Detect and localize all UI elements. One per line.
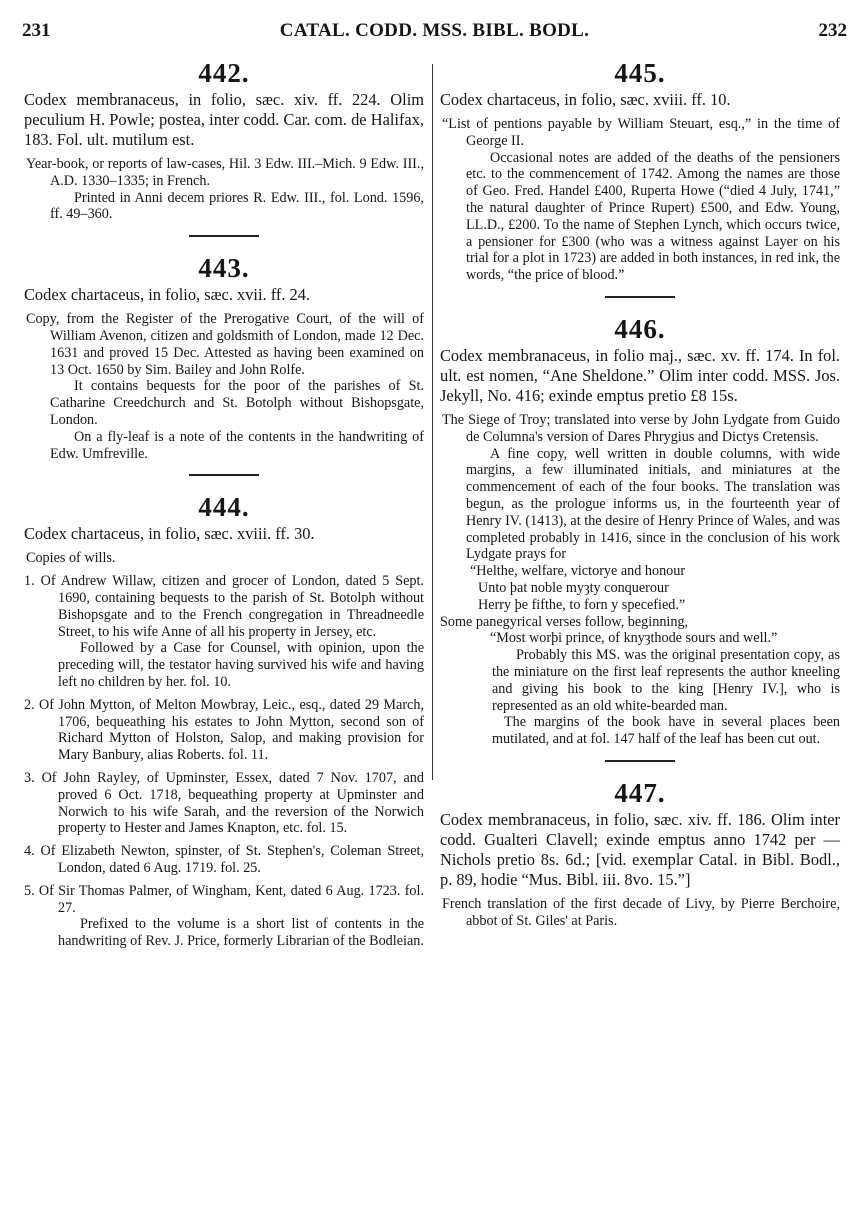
entry-445 xyxy=(440,58,840,284)
entry-body xyxy=(24,311,424,462)
list-item: 1. Of Andrew Willaw, citizen and grocer of London, dated 5 Sept. 1690, containing bequests to the parish of St. Botolph without Bishopsgate and to the French congregation in Threadneedle Street, to his wife Anne of all his property in Jersey, etc. xyxy=(24,573,424,640)
entry-446 xyxy=(440,314,840,748)
entry-number: 444. xyxy=(198,492,250,523)
verse-line: Herry þe fifthe, to forn y specefied.” xyxy=(478,596,686,613)
entry-number: 447. xyxy=(614,777,666,808)
paragraph: Copies of wills. xyxy=(26,550,116,567)
entry-body xyxy=(440,116,840,284)
list-item: 2. Of John Mytton, of Melton Mowbray, Leic., esq., dated 29 March, 1706, bequeathing his estates to John Mytton, second son of Richard Mytton of Holston, Salop, and making provision for Mary Banbury, alias Roberts. fol. 11. xyxy=(24,696,424,764)
paragraph: Printed in Anni decem priores R. Edw. III., fol. Lond. 1596, ff. 49–360. xyxy=(50,189,424,223)
verse-line: Unto þat noble myȝty conquerour xyxy=(478,579,669,596)
entry-heading: Codex membranaceus, in folio, sæc. xiv. ff. 224. Olim peculium H. Powle; postea, inter codd. Car. com. de Halifax, 183. Fol. ult. mutilum est. xyxy=(24,90,424,149)
list-item: 4. Of Elizabeth Newton, spinster, of St. Stephen's, Coleman Street, London, dated 6 Aug. 1719. fol. 25. xyxy=(24,843,424,876)
section-rule xyxy=(605,296,675,298)
paragraph: The Siege of Troy; translated into verse by John Lydgate from Guido de Columna's version of Dares Phrygius and Dictys Cretensis. xyxy=(442,411,840,445)
column-divider xyxy=(432,64,433,780)
section-rule xyxy=(189,235,259,237)
left-column xyxy=(24,58,424,950)
running-title: CATAL. CODD. MSS. BIBL. BODL. xyxy=(279,20,590,41)
page-number-right: 232 xyxy=(818,20,847,41)
section-rule xyxy=(605,760,675,762)
paragraph: Probably this MS. was the original presentation copy, as the miniature on the first leaf represents the author kneeling and giving his book to the king [Henry IV.], who is represented as an old white-bearded man. xyxy=(492,647,840,714)
paragraph: Some panegyrical verses follow, beginning, xyxy=(440,613,689,630)
entry-447 xyxy=(440,778,840,930)
paragraph: Year-book, or reports of law-cases, Hil. 3 Edw. III.–Mich. 9 Edw. III., A.D. 1330–1335; in French. xyxy=(26,156,424,189)
entry-442 xyxy=(24,58,424,223)
entry-443 xyxy=(24,253,424,462)
verse-line: “Most worþi prince, of knyȝthode sours and well.” xyxy=(490,630,778,647)
section-rule xyxy=(189,474,259,476)
paragraph: Occasional notes are added of the deaths of the pensioners etc. to the commencement of 1742. Among the names are those of Geo. Fred. Handel £400, Ruperta Howe (“died 4 July, 1741,” the natural daughter of Prince Rupert) £500, and Edw. Young, LL.D., £200. To the name of Stephen Lynch, which occurs twice, a pensioner for £300 (who was a witness against Layer on his trial for a plot in 1723) are added in both instances, in red ink, the words, “the price of blood.” xyxy=(466,149,840,284)
list-item: 3. Of John Rayley, of Upminster, Essex, dated 7 Nov. 1707, and proved 6 Oct. 1718, bequeathing property at Upminster and Norwich to his wife Sarah, and the reversion of the Norwich property to Hester and James Knapton, etc. fol. 15. xyxy=(24,769,424,837)
entry-number: 446. xyxy=(614,313,666,344)
paragraph: It contains bequests for the poor of the parishes of St. Catharine Creedchurch and St. Botolph without Bishopsgate, London. xyxy=(50,378,424,428)
page-number-left: 231 xyxy=(22,20,51,41)
entry-body xyxy=(440,412,840,748)
entry-heading: Codex membranaceus, in folio maj., sæc. xv. ff. 174. In fol. ult. est nomen, “Ane Sheldone.” Olim inter codd. MSS. Jos. Jekyll, No. 416; exinde emptus pretio £8 15s. xyxy=(440,345,840,405)
entry-heading: Codex chartaceus, in folio, sæc. xvii. ff. 24. xyxy=(24,285,311,305)
paragraph: On a fly-leaf is a note of the contents in the handwriting of Edw. Umfreville. xyxy=(50,428,424,462)
entry-number: 445. xyxy=(614,58,666,88)
verse-line: “Helthe, welfare, victorye and honour xyxy=(470,563,686,580)
paragraph: “List of pentions payable by William Steuart, esq.,” in the time of George II. xyxy=(442,116,840,149)
paragraph: The margins of the book have in several places been mutilated, and at fol. 147 half of the leaf has been cut out. xyxy=(492,714,840,748)
entry-heading: Codex chartaceus, in folio, sæc. xviii. ff. 30. xyxy=(24,524,315,544)
right-column xyxy=(440,58,840,930)
entry-number: 443. xyxy=(198,253,250,284)
entry-body xyxy=(24,156,424,223)
list-item: 5. Of Sir Thomas Palmer, of Wingham, Kent, dated 6 Aug. 1723. fol. 27. xyxy=(24,882,424,916)
running-header xyxy=(22,20,847,50)
paragraph: French translation of the first decade of Livy, by Pierre Berchoire, abbot of St. Giles' at Paris. xyxy=(442,895,840,929)
paragraph: Copy, from the Register of the Prerogative Court, of the will of William Avenon, citizen and goldsmith of London, made 12 Dec. 1631 and proved 15 Dec. Attested as having been examined on 13 Oct. 1650 by Sim. Bailey and John Rolfe. xyxy=(26,311,424,378)
list-item-note: Prefixed to the volume is a short list of contents in the handwriting of Rev. J. Price, formerly Librarian of the Bodleian. xyxy=(58,916,424,950)
entry-444 xyxy=(24,492,424,950)
entry-heading: Codex chartaceus, in folio, sæc. xviii. ff. 10. xyxy=(440,90,731,109)
entry-body xyxy=(440,896,840,930)
paragraph: A fine copy, well written in double columns, with wide margins, a few illuminated initials, and miniatures at the commencement of each of the four books. The translation was begun, as the prologue informs us, in the fourteenth year of Henry IV. (1413), at the desire of Henry Prince of Wales, and was completed probably in 1416, since in the conclusion of his work Lydgate prays for xyxy=(466,445,840,563)
entry-body xyxy=(24,550,424,950)
entry-number: 442. xyxy=(198,58,250,88)
entry-heading: Codex membranaceus, in folio, sæc. xiv. ff. 186. Olim inter codd. Gualteri Clavell; exinde emptus anno 1742 per — Nichols pretio 8s. 6d.; [vid. exemplar Catal. in Bibl. Bodl., p. 89, hodie “Mus. Bibl. iii. 8vo. 15.”] xyxy=(440,809,840,889)
list-item-note: Followed by a Case for Counsel, with opinion, upon the preceding will, the testator having survived his wife and having left no children by her. fol. 10. xyxy=(58,640,424,690)
